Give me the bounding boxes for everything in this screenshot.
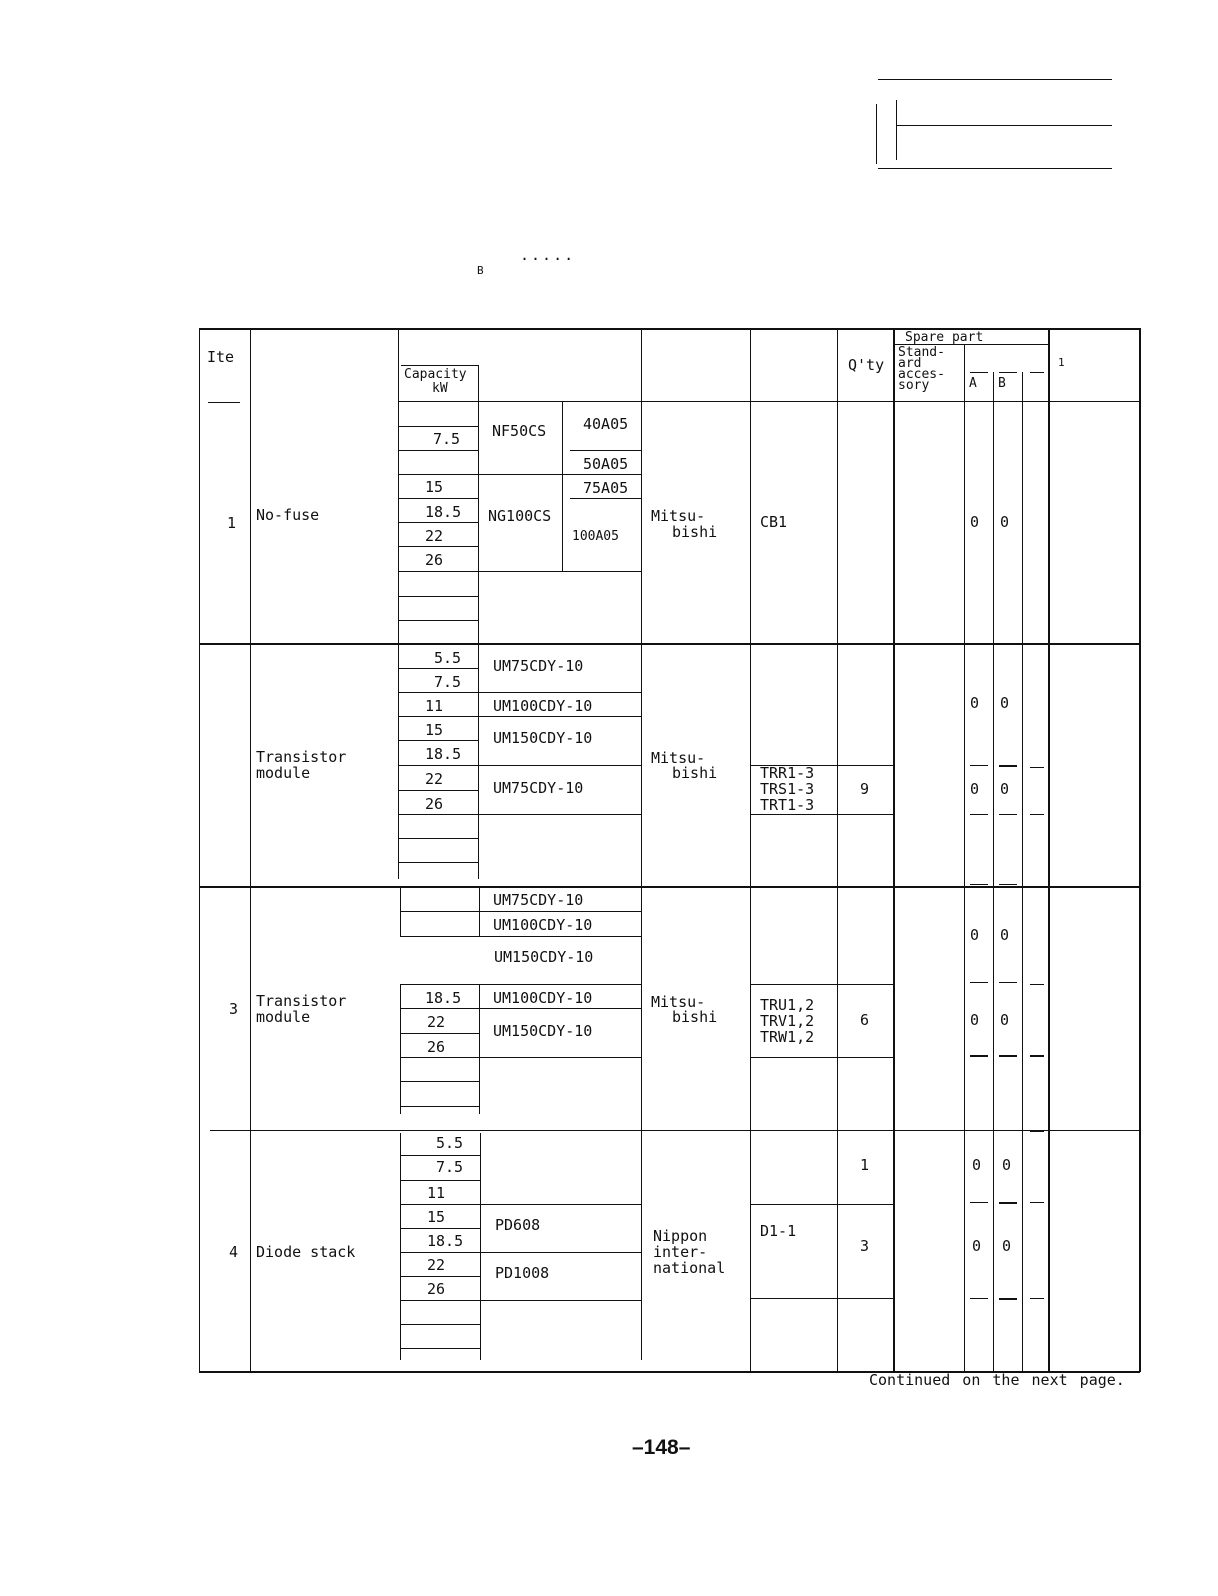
qty-value: 3 (860, 1237, 870, 1255)
model-value: UM75CDY-10 (493, 657, 584, 675)
symbol-value: TRS1-3 (760, 780, 815, 798)
capacity-value: 18.5 (425, 503, 462, 521)
part-name: module (256, 764, 311, 782)
stray-b-label: B (477, 264, 484, 277)
model-value: PD608 (495, 1216, 541, 1234)
part-name: Diode stack (256, 1243, 356, 1261)
capacity-value: 11 (425, 697, 444, 715)
capacity-header: Capacity (404, 367, 467, 382)
maker-name: Mitsu- (651, 993, 706, 1011)
spare-b-value: 0 (1000, 1011, 1010, 1029)
capacity-value: 5.5 (436, 1134, 464, 1152)
qty-header: Q'ty (848, 356, 885, 374)
item-number: 3 (229, 1000, 239, 1018)
capacity-value: 11 (427, 1184, 446, 1202)
capacity-value: 22 (425, 770, 444, 788)
model-value: NF50CS (492, 422, 547, 440)
stray-1-label: 1 (1058, 356, 1065, 369)
symbol-value: TRW1,2 (760, 1028, 815, 1046)
maker-name: national (653, 1259, 726, 1277)
symbol-value: TRU1,2 (760, 996, 815, 1014)
maker-name: bishi (672, 523, 718, 541)
maker-name: bishi (672, 1008, 718, 1026)
capacity-value: 22 (425, 527, 444, 545)
spare-a-value: 0 (972, 1237, 982, 1255)
part-name: Transistor (256, 748, 347, 766)
symbol-value: CB1 (760, 513, 788, 531)
capacity-value: 7.5 (434, 673, 462, 691)
model-value: UM100CDY-10 (493, 989, 593, 1007)
spare-b-value: 0 (1000, 513, 1010, 531)
spare-b-value: 0 (1002, 1156, 1012, 1174)
model-value: UM100CDY-10 (493, 916, 593, 934)
model-value: PD1008 (495, 1264, 550, 1282)
rating-value: 40A05 (583, 415, 629, 433)
dots-text: ..... (520, 246, 576, 264)
qty-value: 6 (860, 1011, 870, 1029)
spare-a-value: 0 (970, 780, 980, 798)
capacity-value: 15 (427, 1208, 446, 1226)
model-value: UM150CDY-10 (493, 729, 593, 747)
standard-accessory-header: Stand- ard acces- sory (898, 345, 945, 393)
symbol-value: D1-1 (760, 1222, 797, 1240)
rating-value: 50A05 (583, 455, 629, 473)
part-name: No-fuse (256, 506, 320, 524)
capacity-value: 18.5 (425, 745, 462, 763)
capacity-value: 15 (425, 478, 444, 496)
symbol-value: TRT1-3 (760, 796, 815, 814)
spare-b-value: 0 (1000, 926, 1010, 944)
capacity-value: 7.5 (436, 1158, 464, 1176)
maker-name: Mitsu- (651, 749, 706, 767)
capacity-value: 26 (425, 551, 444, 569)
model-value: UM150CDY-10 (493, 1022, 593, 1040)
spare-part-header: Spare part (905, 330, 984, 345)
maker-name: inter- (653, 1243, 708, 1261)
capacity-value: 26 (427, 1038, 446, 1056)
maker-name: Nippon (653, 1227, 708, 1245)
model-value: UM75CDY-10 (493, 779, 584, 797)
spare-b-value: 0 (1000, 780, 1010, 798)
capacity-value: 22 (427, 1256, 446, 1274)
capacity-unit-header: kW (432, 381, 448, 396)
spare-a-value: 0 (970, 513, 980, 531)
model-value: UM75CDY-10 (493, 891, 584, 909)
symbol-value: TRV1,2 (760, 1012, 815, 1030)
capacity-value: 22 (427, 1013, 446, 1031)
spare-b-value: 0 (1000, 694, 1010, 712)
model-value: NG100CS (488, 507, 552, 525)
capacity-value: 5.5 (434, 649, 462, 667)
model-value: UM100CDY-10 (493, 697, 593, 715)
rating-value: 75A05 (583, 479, 629, 497)
item-number: 4 (229, 1243, 239, 1261)
item-number: 1 (227, 514, 237, 532)
page-number: –148– (632, 1436, 691, 1459)
model-value: UM150CDY-10 (494, 948, 594, 966)
maker-name: Mitsu- (651, 507, 706, 525)
capacity-value: 18.5 (427, 1232, 464, 1250)
capacity-value: 18.5 (425, 989, 462, 1007)
item-column-header: Ite (207, 348, 235, 366)
spare-b-value: 0 (1002, 1237, 1012, 1255)
part-name: Transistor (256, 992, 347, 1010)
maker-name: bishi (672, 764, 718, 782)
capacity-value: 26 (425, 795, 444, 813)
spare-a-value: 0 (970, 1011, 980, 1029)
capacity-value: 26 (427, 1280, 446, 1298)
capacity-value: 7.5 (433, 430, 461, 448)
spare-a-value: 0 (970, 926, 980, 944)
spare-col-b-header: B (998, 376, 1006, 391)
spare-a-value: 0 (970, 694, 980, 712)
part-name: module (256, 1008, 311, 1026)
continued-note: Continued on the next page. (869, 1371, 1125, 1389)
spare-col-a-header: A (969, 376, 977, 391)
qty-value: 9 (860, 780, 870, 798)
qty-value: 1 (860, 1156, 870, 1174)
rating-value: 100A05 (572, 529, 619, 544)
capacity-value: 15 (425, 721, 444, 739)
spare-a-value: 0 (972, 1156, 982, 1174)
symbol-value: TRR1-3 (760, 764, 815, 782)
